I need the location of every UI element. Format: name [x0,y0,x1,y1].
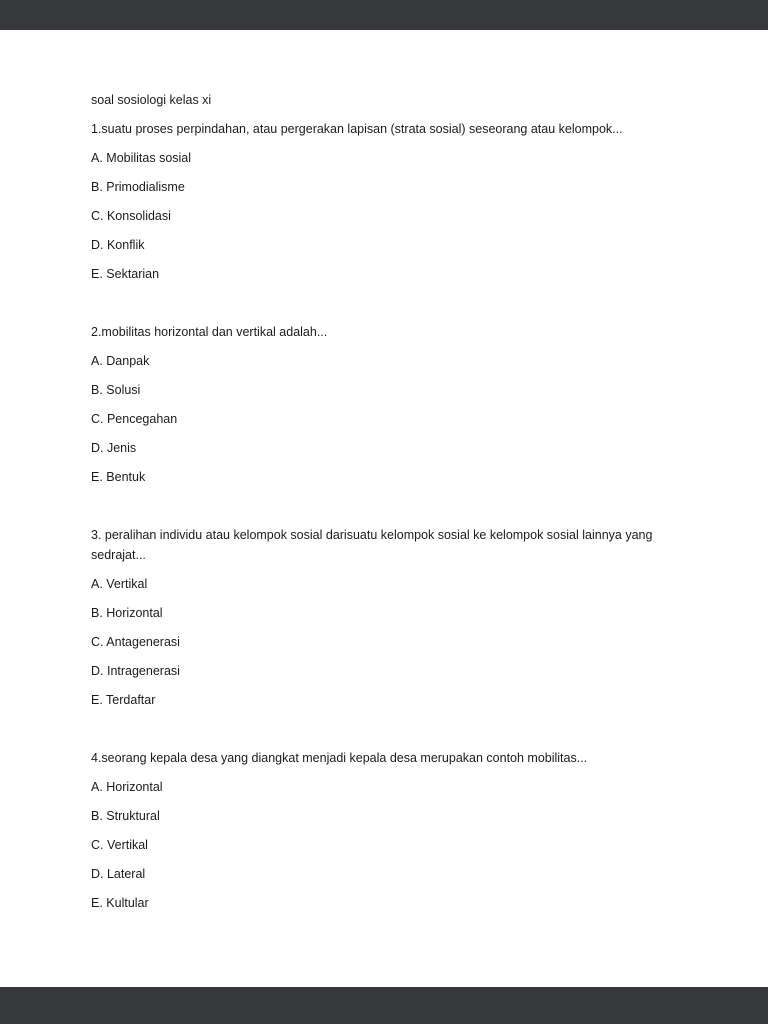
option-line: B. Struktural [91,809,160,823]
question-block [91,119,672,284]
question-block [91,525,672,710]
option-line: E. Bentuk [91,470,146,484]
option-line: E. Kultular [91,896,149,910]
option-line: D. Lateral [91,867,146,881]
question-text [91,748,672,768]
document-title: soal sosiologi kelas xi [91,93,212,107]
question-text [91,322,672,342]
option-line: C. Pencegahan [91,412,178,426]
document-page [0,30,768,987]
option-line: D. Jenis [91,441,137,455]
option-line: B. Solusi [91,383,141,397]
question-text [91,525,672,565]
option-line: A. Mobilitas sosial [91,151,192,165]
question-block [91,748,672,913]
option-line: B. Primodialisme [91,180,185,194]
question-text-line: 1.suatu proses perpindahan, atau pergerakan lapisan (strata sosial) seseorang atau kelompok... [91,122,623,136]
option-line: E. Sektarian [91,267,160,281]
question-block [91,322,672,487]
option-line: A. Horizontal [91,780,163,794]
option-line: D. Intragenerasi [91,664,180,678]
option-line: C. Konsolidasi [91,209,171,223]
question-text-line: 3. peralihan individu atau kelompok sosial darisuatu kelompok sosial ke kelompok sosial lainnya yang [91,528,653,542]
option-line: A. Vertikal [91,577,148,591]
question-text-line: 4.seorang kepala desa yang diangkat menjadi kepala desa merupakan contoh mobilitas... [91,751,588,765]
option-line: D. Konflik [91,238,145,252]
option-line: B. Horizontal [91,606,163,620]
option-line: E. Terdaftar [91,693,156,707]
letterbox-bottom [0,987,768,1024]
option-line: C. Vertikal [91,838,148,852]
letterbox-top [0,0,768,30]
question-text-line: 2.mobilitas horizontal dan vertikal adalah... [91,325,328,339]
question-text [91,119,672,139]
questions-container [91,119,672,913]
question-text-line: sedrajat... [91,548,146,562]
option-line: C. Antagenerasi [91,635,180,649]
option-line: A. Danpak [91,354,150,368]
